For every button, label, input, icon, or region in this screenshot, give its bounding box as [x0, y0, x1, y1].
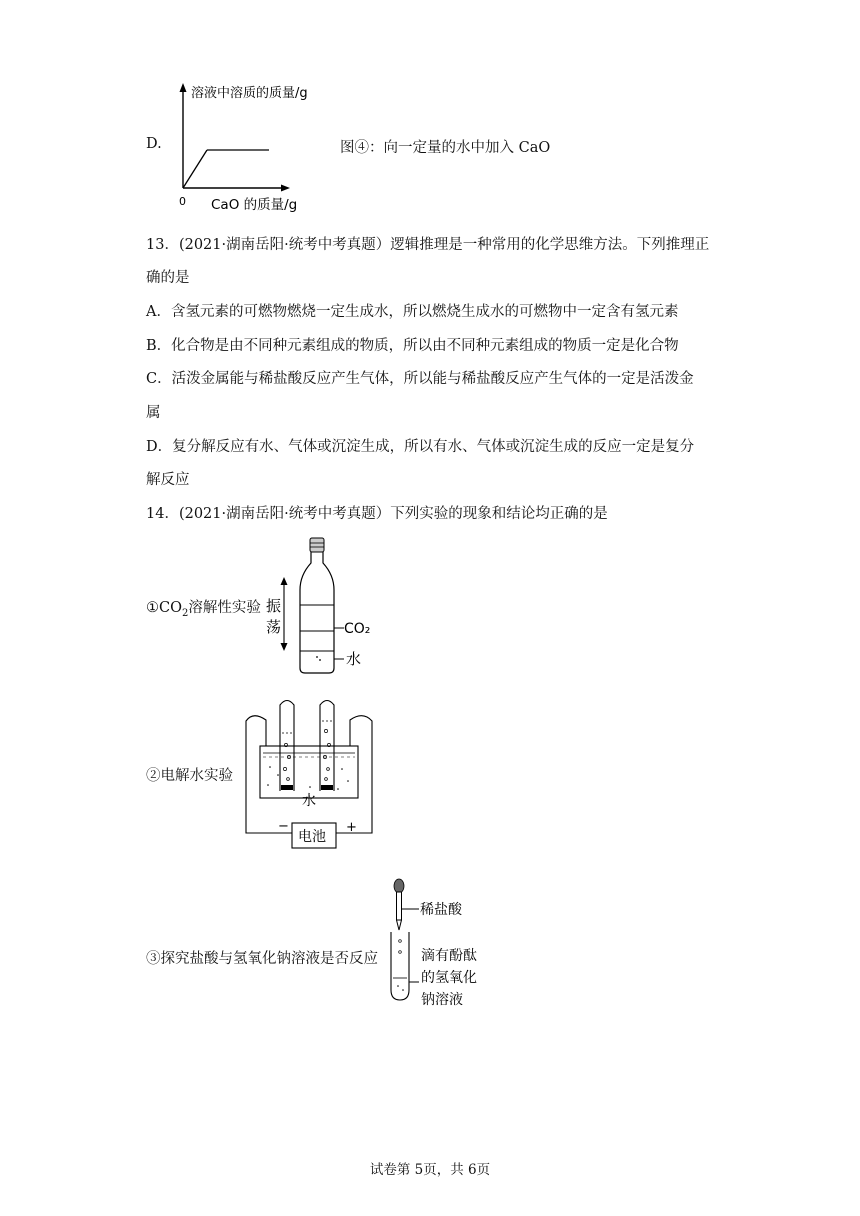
co2-bottle-figure: [262, 535, 392, 680]
solution-label-line2: 的氢氧化: [421, 970, 477, 986]
experiment-3-label: ③探究盐酸与氢氧化钠溶液是否反应: [146, 951, 378, 967]
q13-stem-line2: 确的是: [146, 270, 190, 286]
q13-option-d-line2: 解反应: [146, 472, 190, 488]
graph-rise-line: [183, 150, 207, 188]
solution-label-line3: 钠溶液: [421, 992, 463, 1008]
q13-option-d-line1: D．复分解反应有水、气体或沉淀生成，所以有水、气体或沉淀生成的反应一定是复分: [146, 439, 695, 455]
trough-water-label: 水: [302, 793, 316, 809]
q13-stem-line1: 13．(2021·湖南岳阳·统考中考真题）逻辑推理是一种常用的化学思维方法。下列推理正: [146, 237, 710, 253]
experiment-2-label: ②电解水实验: [146, 768, 233, 784]
q13-option-c-line1: C．活泼金属能与稀盐酸反应产生气体，所以能与稀盐酸反应产生气体的一定是活泼金: [146, 371, 694, 387]
gas-label: CO₂: [344, 621, 371, 637]
option-d-letter: D.: [146, 136, 162, 152]
plus-label: +: [346, 820, 357, 835]
shake-char-2: 荡: [266, 618, 282, 636]
q13-option-c-line2: 属: [146, 405, 161, 421]
graph-ylabel: 溶液中溶质的质量/g: [191, 86, 308, 101]
q13-option-a: A．含氢元素的可燃物燃烧一定生成水，所以燃烧生成水的可燃物中一定含有氢元素: [146, 304, 679, 320]
graph-xlabel: CaO 的质量/g: [211, 197, 298, 213]
q14-stem: 14．(2021·湖南岳阳·统考中考真题）下列实验的现象和结论均正确的是: [146, 506, 608, 522]
q13-option-b: B．化合物是由不同种元素组成的物质，所以由不同种元素组成的物质一定是化合物: [146, 338, 679, 354]
figure-4-caption: 图④：向一定量的水中加入 CaO: [340, 140, 551, 156]
battery-label: 电池: [298, 829, 326, 845]
acid-label: 稀盐酸: [420, 902, 462, 918]
titration-figure: [385, 872, 505, 1042]
graph-origin: 0: [179, 195, 186, 208]
experiment-1-label: $①CO_2$溶解性实验: [146, 600, 261, 619]
cao-solute-mass-graph: [170, 80, 340, 220]
minus-label: −: [278, 819, 289, 834]
electrolysis-figure: [240, 693, 380, 858]
solution-label-line1: 滴有酚酞: [421, 948, 477, 964]
water-label: 水: [346, 650, 362, 668]
shake-char-1: 振: [266, 597, 282, 615]
page-footer: 试卷第 5页，共 6页: [369, 1162, 491, 1178]
